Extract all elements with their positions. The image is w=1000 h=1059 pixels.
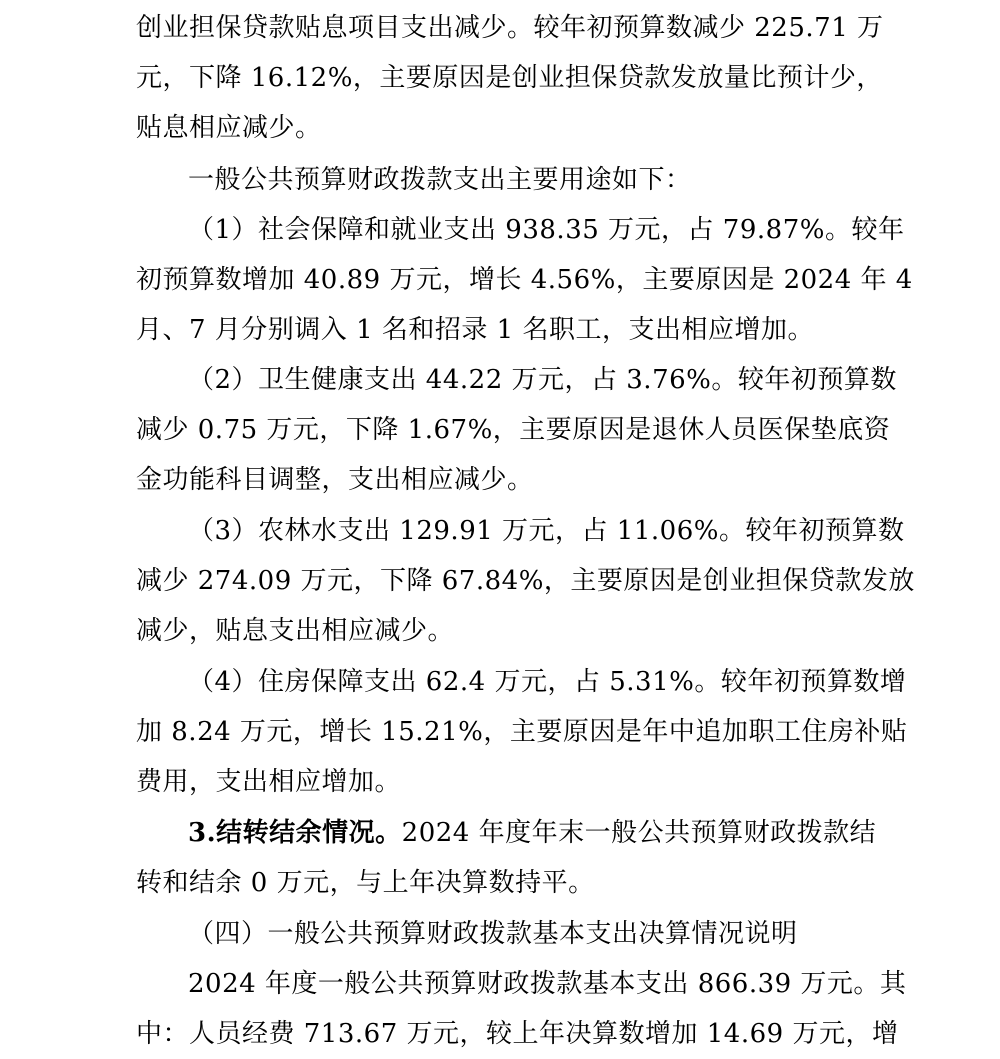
paragraph-line-1: 创业担保贷款贴息项目支出减少。较年初预算数减少 225.71 万 bbox=[136, 13, 884, 43]
section-heading-4: （四）一般公共预算财政拨款基本支出决算情况说明 bbox=[188, 919, 798, 949]
paragraph-line-5: （1）社会保障和就业支出 938.35 万元，占 79.87%。较年 bbox=[188, 215, 905, 245]
paragraph-line-11: （3）农林水支出 129.91 万元，占 11.06%。较年初预算数 bbox=[188, 516, 905, 546]
paragraph-line-8: （2）卫生健康支出 44.22 万元，占 3.76%。较年初预算数 bbox=[188, 365, 897, 395]
paragraph-line-16: 费用，支出相应增加。 bbox=[136, 767, 402, 797]
section-heading-bold: 3.结转结余情况。 bbox=[188, 818, 402, 848]
paragraph-line-20: 2024 年度一般公共预算财政拨款基本支出 866.39 万元。其 bbox=[188, 969, 907, 999]
paragraph-line-15: 加 8.24 万元，增长 15.21%，主要原因是年中追加职工住房补贴 bbox=[136, 717, 908, 747]
paragraph-line-18: 转和结余 0 万元，与上年决算数持平。 bbox=[136, 868, 595, 898]
paragraph-line-4: 一般公共预算财政拨款支出主要用途如下： bbox=[188, 165, 692, 195]
paragraph-line-13: 减少，贴息支出相应减少。 bbox=[136, 616, 455, 646]
paragraph-line-7: 月、7 月分别调入 1 名和招录 1 名职工，支出相应增加。 bbox=[136, 315, 814, 345]
paragraph-line-10: 金功能科目调整，支出相应减少。 bbox=[136, 465, 534, 495]
paragraph-line-3: 贴息相应减少。 bbox=[136, 113, 322, 143]
paragraph-line-6: 初预算数增加 40.89 万元，增长 4.56%，主要原因是 2024 年 4 bbox=[136, 265, 913, 295]
paragraph-line-12: 减少 274.09 万元，下降 67.84%，主要原因是创业担保贷款发放 bbox=[136, 566, 915, 596]
paragraph-line-14: （4）住房保障支出 62.4 万元，占 5.31%。较年初预算数增 bbox=[188, 667, 907, 697]
paragraph-line-17: 3.结转结余情况。2024 年度年末一般公共预算财政拨款结 bbox=[188, 818, 877, 848]
paragraph-line-21: 中：人员经费 713.67 万元，较上年决算数增加 14.69 万元，增 bbox=[136, 1019, 899, 1049]
paragraph-line-2: 元，下降 16.12%，主要原因是创业担保贷款发放量比预计少， bbox=[136, 63, 883, 93]
paragraph-line-9: 减少 0.75 万元，下降 1.67%，主要原因是退休人员医保垫底资 bbox=[136, 415, 891, 445]
